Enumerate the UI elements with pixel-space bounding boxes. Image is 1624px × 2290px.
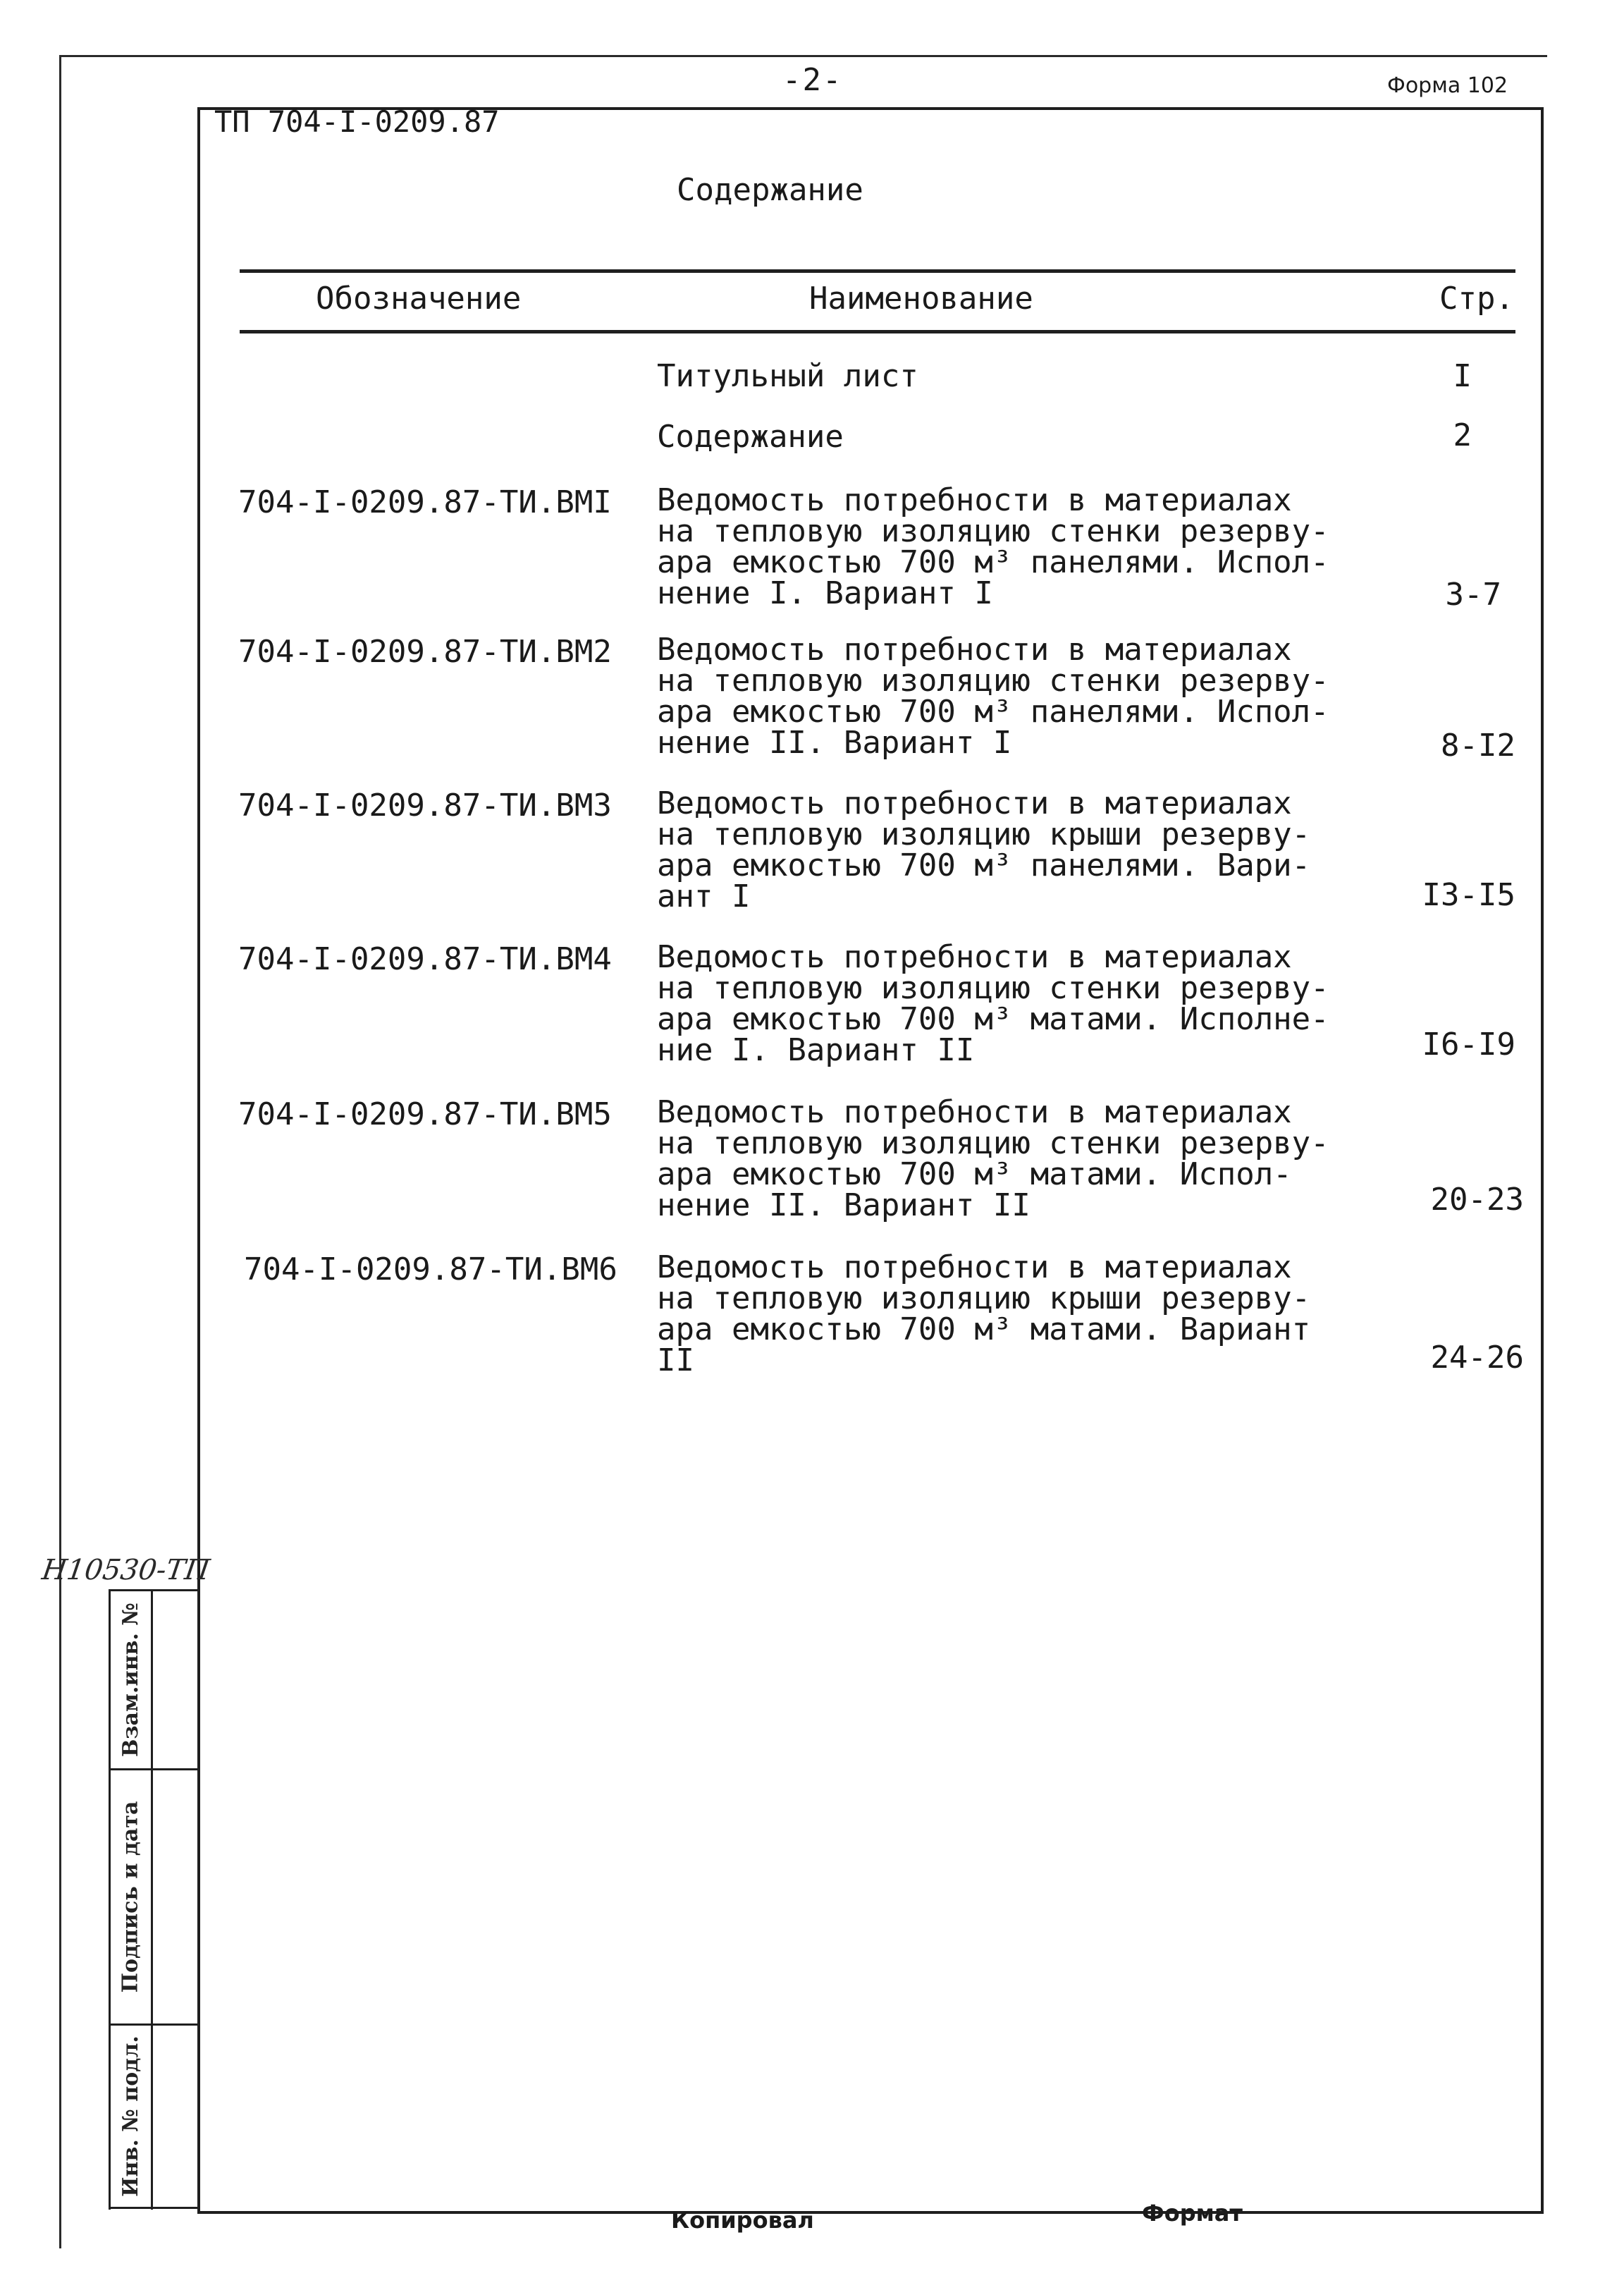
row-name-line: нение I. Вариант I (657, 575, 993, 611)
table-top-rule (240, 269, 1515, 273)
row-name-line: Ведомость потребности в материалах (657, 939, 1292, 975)
stamp-bottom-rule (109, 2207, 200, 2209)
row-code: 704-I-0209.87-ТИ.ВМ4 (238, 941, 612, 977)
row-name-line: Ведомость потребности в материалах (657, 1094, 1292, 1130)
row-pages: 8-I2 (1441, 728, 1515, 764)
table-header-rule (240, 330, 1515, 333)
footer-format-label: Формат (1142, 2200, 1243, 2227)
row-name (657, 419, 1362, 455)
row-name (657, 632, 1362, 761)
row-name-line: Титульный лист (657, 358, 918, 394)
row-code: 704-I-0209.87-ТИ.ВМ2 (238, 634, 612, 670)
row-name-line: на тепловую изоляцию крыши резерву- (657, 816, 1311, 852)
row-name (657, 358, 1362, 394)
stamp-field-original-inventory (111, 2026, 149, 2205)
row-name-line: ние I. Вариант II (657, 1032, 975, 1068)
page-number: -2- (782, 62, 843, 98)
stamp-label: Взам.инв. № (118, 1602, 143, 1757)
stamp-left-rule (109, 1589, 111, 2210)
stamp-field-replaced-inventory (111, 1592, 149, 1767)
row-name-line: ара емкостью 700 м³ матами. Исполне- (657, 1001, 1329, 1037)
column-header-name: Наименование (809, 281, 1033, 317)
row-name (657, 482, 1362, 611)
column-header-designation: Обозначение (316, 281, 522, 317)
row-pages: 3-7 (1445, 577, 1501, 613)
row-name-line: Содержание (657, 419, 844, 455)
row-name (657, 1094, 1362, 1223)
stamp-top-rule (109, 1589, 200, 1591)
row-name-line: нение II. Вариант II (657, 1187, 1031, 1223)
row-name-line: ара емкостью 700 м³ матами. Вариант (657, 1311, 1311, 1347)
row-name-line: на тепловую изоляцию крыши резерву- (657, 1280, 1311, 1316)
inventory-handwritten-number: Н10530-ТП (39, 1554, 212, 1586)
stamp-row-rule (109, 2023, 200, 2026)
row-name-line: ара емкостью 700 м³ панелями. Испол- (657, 694, 1329, 730)
row-code: 704-I-0209.87-ТИ.ВМ3 (238, 788, 612, 823)
stamp-label: Подпись и дата (118, 1801, 143, 1992)
row-name-line: II (657, 1342, 694, 1378)
document-code: ТП 704-I-0209.87 (214, 104, 500, 139)
row-name (657, 939, 1362, 1068)
row-name (657, 1249, 1362, 1378)
row-pages: 24-26 (1430, 1340, 1524, 1376)
page-title: Содержание (677, 172, 863, 208)
row-name (657, 785, 1362, 914)
row-name-line: Ведомость потребности в материалах (657, 1249, 1292, 1285)
row-name-line: ара емкостью 700 м³ матами. Испол- (657, 1156, 1292, 1192)
row-code: 704-I-0209.87-ТИ.ВМ6 (244, 1251, 617, 1287)
row-name-line: ара емкостью 700 м³ панелями. Испол- (657, 544, 1329, 580)
row-name-line: на тепловую изоляцию стенки резерву- (657, 970, 1329, 1006)
stamp-row-rule (109, 1768, 200, 1770)
row-pages: I (1453, 358, 1472, 394)
row-name-line: Ведомость потребности в материалах (657, 632, 1292, 668)
row-pages: I3-I5 (1422, 877, 1515, 913)
row-code: 704-I-0209.87-ТИ.ВМI (238, 484, 612, 520)
form-label: Форма 102 (1387, 73, 1508, 98)
row-name-line: нение II. Вариант I (657, 725, 1012, 761)
row-name-line: на тепловую изоляцию стенки резерву- (657, 1125, 1329, 1161)
row-name-line: ара емкостью 700 м³ панелями. Вари- (657, 847, 1311, 883)
stamp-field-signature-date (111, 1771, 149, 2022)
column-header-page: Стр. (1439, 281, 1514, 317)
row-name-line: на тепловую изоляцию стенки резерву- (657, 513, 1329, 549)
footer-copied-label: Копировал (671, 2207, 814, 2234)
stamp-label: Инв. № подл. (118, 2035, 143, 2197)
row-name-line: Ведомость потребности в материалах (657, 482, 1292, 518)
row-name-line: Ведомость потребности в материалах (657, 785, 1292, 821)
row-code: 704-I-0209.87-ТИ.ВМ5 (238, 1096, 612, 1132)
row-name-line: ант I (657, 878, 751, 914)
stamp-divider-rule (151, 1589, 153, 2210)
row-pages: 2 (1453, 417, 1472, 453)
row-pages: 20-23 (1430, 1182, 1524, 1218)
row-name-line: на тепловую изоляцию стенки резерву- (657, 663, 1329, 699)
row-pages: I6-I9 (1422, 1027, 1515, 1063)
